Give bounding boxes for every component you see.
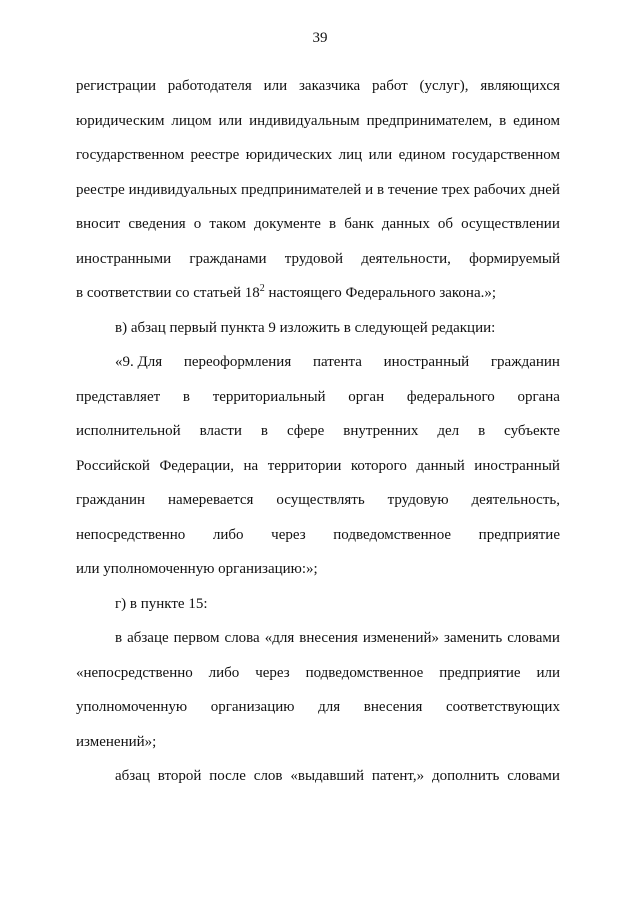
word: власти	[199, 423, 242, 439]
text-line	[76, 697, 560, 717]
text-line	[76, 111, 560, 131]
word: лиц	[338, 147, 363, 163]
word: (услуг),	[419, 78, 469, 94]
word: абзац	[115, 768, 150, 784]
word: лицом	[171, 113, 212, 129]
word: дел	[437, 423, 460, 439]
word: банк	[344, 216, 374, 232]
item-g: г) в пункте 15:	[115, 596, 208, 612]
word: в	[499, 113, 507, 129]
word: регистрации	[76, 78, 156, 94]
text-line	[76, 663, 560, 683]
word: реестре	[76, 182, 125, 198]
word: реестре	[190, 147, 240, 163]
word: внесения	[363, 699, 423, 715]
word: таком	[209, 216, 246, 232]
word: или	[218, 113, 243, 129]
word: второй	[157, 768, 202, 784]
word: субъекте	[504, 423, 560, 439]
word: индивидуальным	[249, 113, 360, 129]
text-line	[76, 421, 560, 441]
word: на	[243, 458, 259, 474]
word: гражданами	[189, 251, 267, 267]
word: деятельность,	[471, 492, 560, 508]
word: индивидуальных	[128, 182, 238, 198]
text-fragment: в соответствии со статьей 18	[76, 285, 260, 301]
word: юридическим	[76, 113, 165, 129]
word: территории	[267, 458, 342, 474]
word: юридических	[245, 147, 333, 163]
text-line	[76, 214, 560, 234]
word: после	[209, 768, 246, 784]
word: или	[263, 78, 288, 94]
text-line	[115, 766, 560, 786]
word: трудовой	[284, 251, 344, 267]
word: иностранными	[76, 251, 172, 267]
word: орган	[348, 389, 385, 405]
word: иностранный	[383, 354, 470, 370]
word: для	[318, 699, 341, 715]
word: вносит	[76, 216, 121, 232]
word: «9. Для	[115, 354, 163, 370]
word: территориальный	[212, 389, 326, 405]
word: подведомственное	[305, 665, 424, 681]
word: предпринимателем,	[366, 113, 493, 129]
word: дополнить	[431, 768, 500, 784]
word: в	[260, 423, 268, 439]
word: данных	[381, 216, 430, 232]
word: соответствующих	[445, 699, 560, 715]
word: либо	[208, 665, 240, 681]
word: внутренних	[343, 423, 419, 439]
word: в	[182, 389, 190, 405]
word: в	[115, 630, 123, 646]
word: осуществлении	[461, 216, 560, 232]
superscript: 2	[259, 283, 265, 294]
text-line	[76, 283, 560, 303]
word: деятельности,	[361, 251, 451, 267]
word: едином	[398, 147, 446, 163]
word: государственном	[451, 147, 560, 163]
word: в	[329, 216, 337, 232]
word: о	[193, 216, 202, 232]
word: организацию	[210, 699, 295, 715]
word: Федерации,	[159, 458, 235, 474]
text-line	[76, 525, 560, 545]
word: исполнительной	[76, 423, 181, 439]
word: намеревается	[167, 492, 254, 508]
text-line	[76, 490, 560, 510]
item-v: в) абзац первый пункта 9 изложить в следующей редакции:	[115, 320, 496, 336]
text-line: изменений»;	[76, 734, 157, 750]
word: в	[478, 423, 486, 439]
word: «выдавший	[290, 768, 365, 784]
word: заменить	[444, 630, 503, 646]
word: или	[368, 147, 393, 163]
word: течение	[388, 182, 438, 198]
word: дней	[529, 182, 560, 198]
text-line	[115, 628, 560, 648]
word: формируемый	[469, 251, 560, 267]
text-line: или уполномоченную организацию:»;	[76, 561, 318, 577]
page-number: 39	[312, 30, 328, 46]
word: слов	[253, 768, 283, 784]
text-line	[76, 387, 560, 407]
word: иностранный	[474, 458, 560, 474]
word: работ	[372, 78, 408, 94]
word: которого	[350, 458, 407, 474]
text-line	[76, 180, 560, 200]
word: работодателя	[167, 78, 252, 94]
word: трех	[441, 182, 470, 198]
word: через	[255, 665, 290, 681]
word: осуществлять	[276, 492, 365, 508]
word: «непосредственно	[76, 665, 193, 681]
word: словами	[507, 768, 560, 784]
word: заказчика	[299, 78, 361, 94]
word: абзаце	[127, 630, 169, 646]
word: Российской	[76, 458, 150, 474]
word: подведомственное	[333, 527, 452, 543]
word: внесения	[299, 630, 358, 646]
word: об	[437, 216, 454, 232]
text-line	[76, 249, 560, 269]
word: и	[365, 182, 374, 198]
word: рабочих	[473, 182, 526, 198]
word: гражданин	[490, 354, 560, 370]
word: данный	[416, 458, 465, 474]
word: непосредственно	[76, 527, 186, 543]
text-line	[76, 456, 560, 476]
word: переоформления	[183, 354, 292, 370]
word: трудовую	[387, 492, 449, 508]
word: сведения	[128, 216, 186, 232]
word: первом	[173, 630, 220, 646]
word: предприятие	[439, 665, 521, 681]
word: гражданин	[76, 492, 146, 508]
word: документе	[254, 216, 321, 232]
word: «для	[264, 630, 295, 646]
word: либо	[212, 527, 244, 543]
text-line	[76, 76, 560, 96]
word: предпринимателей	[240, 182, 362, 198]
word: изменений»	[362, 630, 440, 646]
word: уполномоченную	[76, 699, 188, 715]
word: являющихся	[480, 78, 560, 94]
word: предприятие	[478, 527, 560, 543]
word: едином	[513, 113, 560, 129]
word: или	[536, 665, 560, 681]
word: слова	[224, 630, 260, 646]
word: представляет	[76, 389, 161, 405]
text-fragment: настоящего Федерального закона.»;	[264, 285, 497, 301]
word: органа	[517, 389, 560, 405]
word: федерального	[406, 389, 495, 405]
word: в	[377, 182, 385, 198]
word: патент,»	[371, 768, 425, 784]
word: сфере	[286, 423, 325, 439]
text-line	[115, 352, 560, 372]
word: патента	[312, 354, 362, 370]
word: через	[271, 527, 306, 543]
word: государственном	[76, 147, 185, 163]
word: словами	[507, 630, 560, 646]
text-line	[76, 145, 560, 165]
